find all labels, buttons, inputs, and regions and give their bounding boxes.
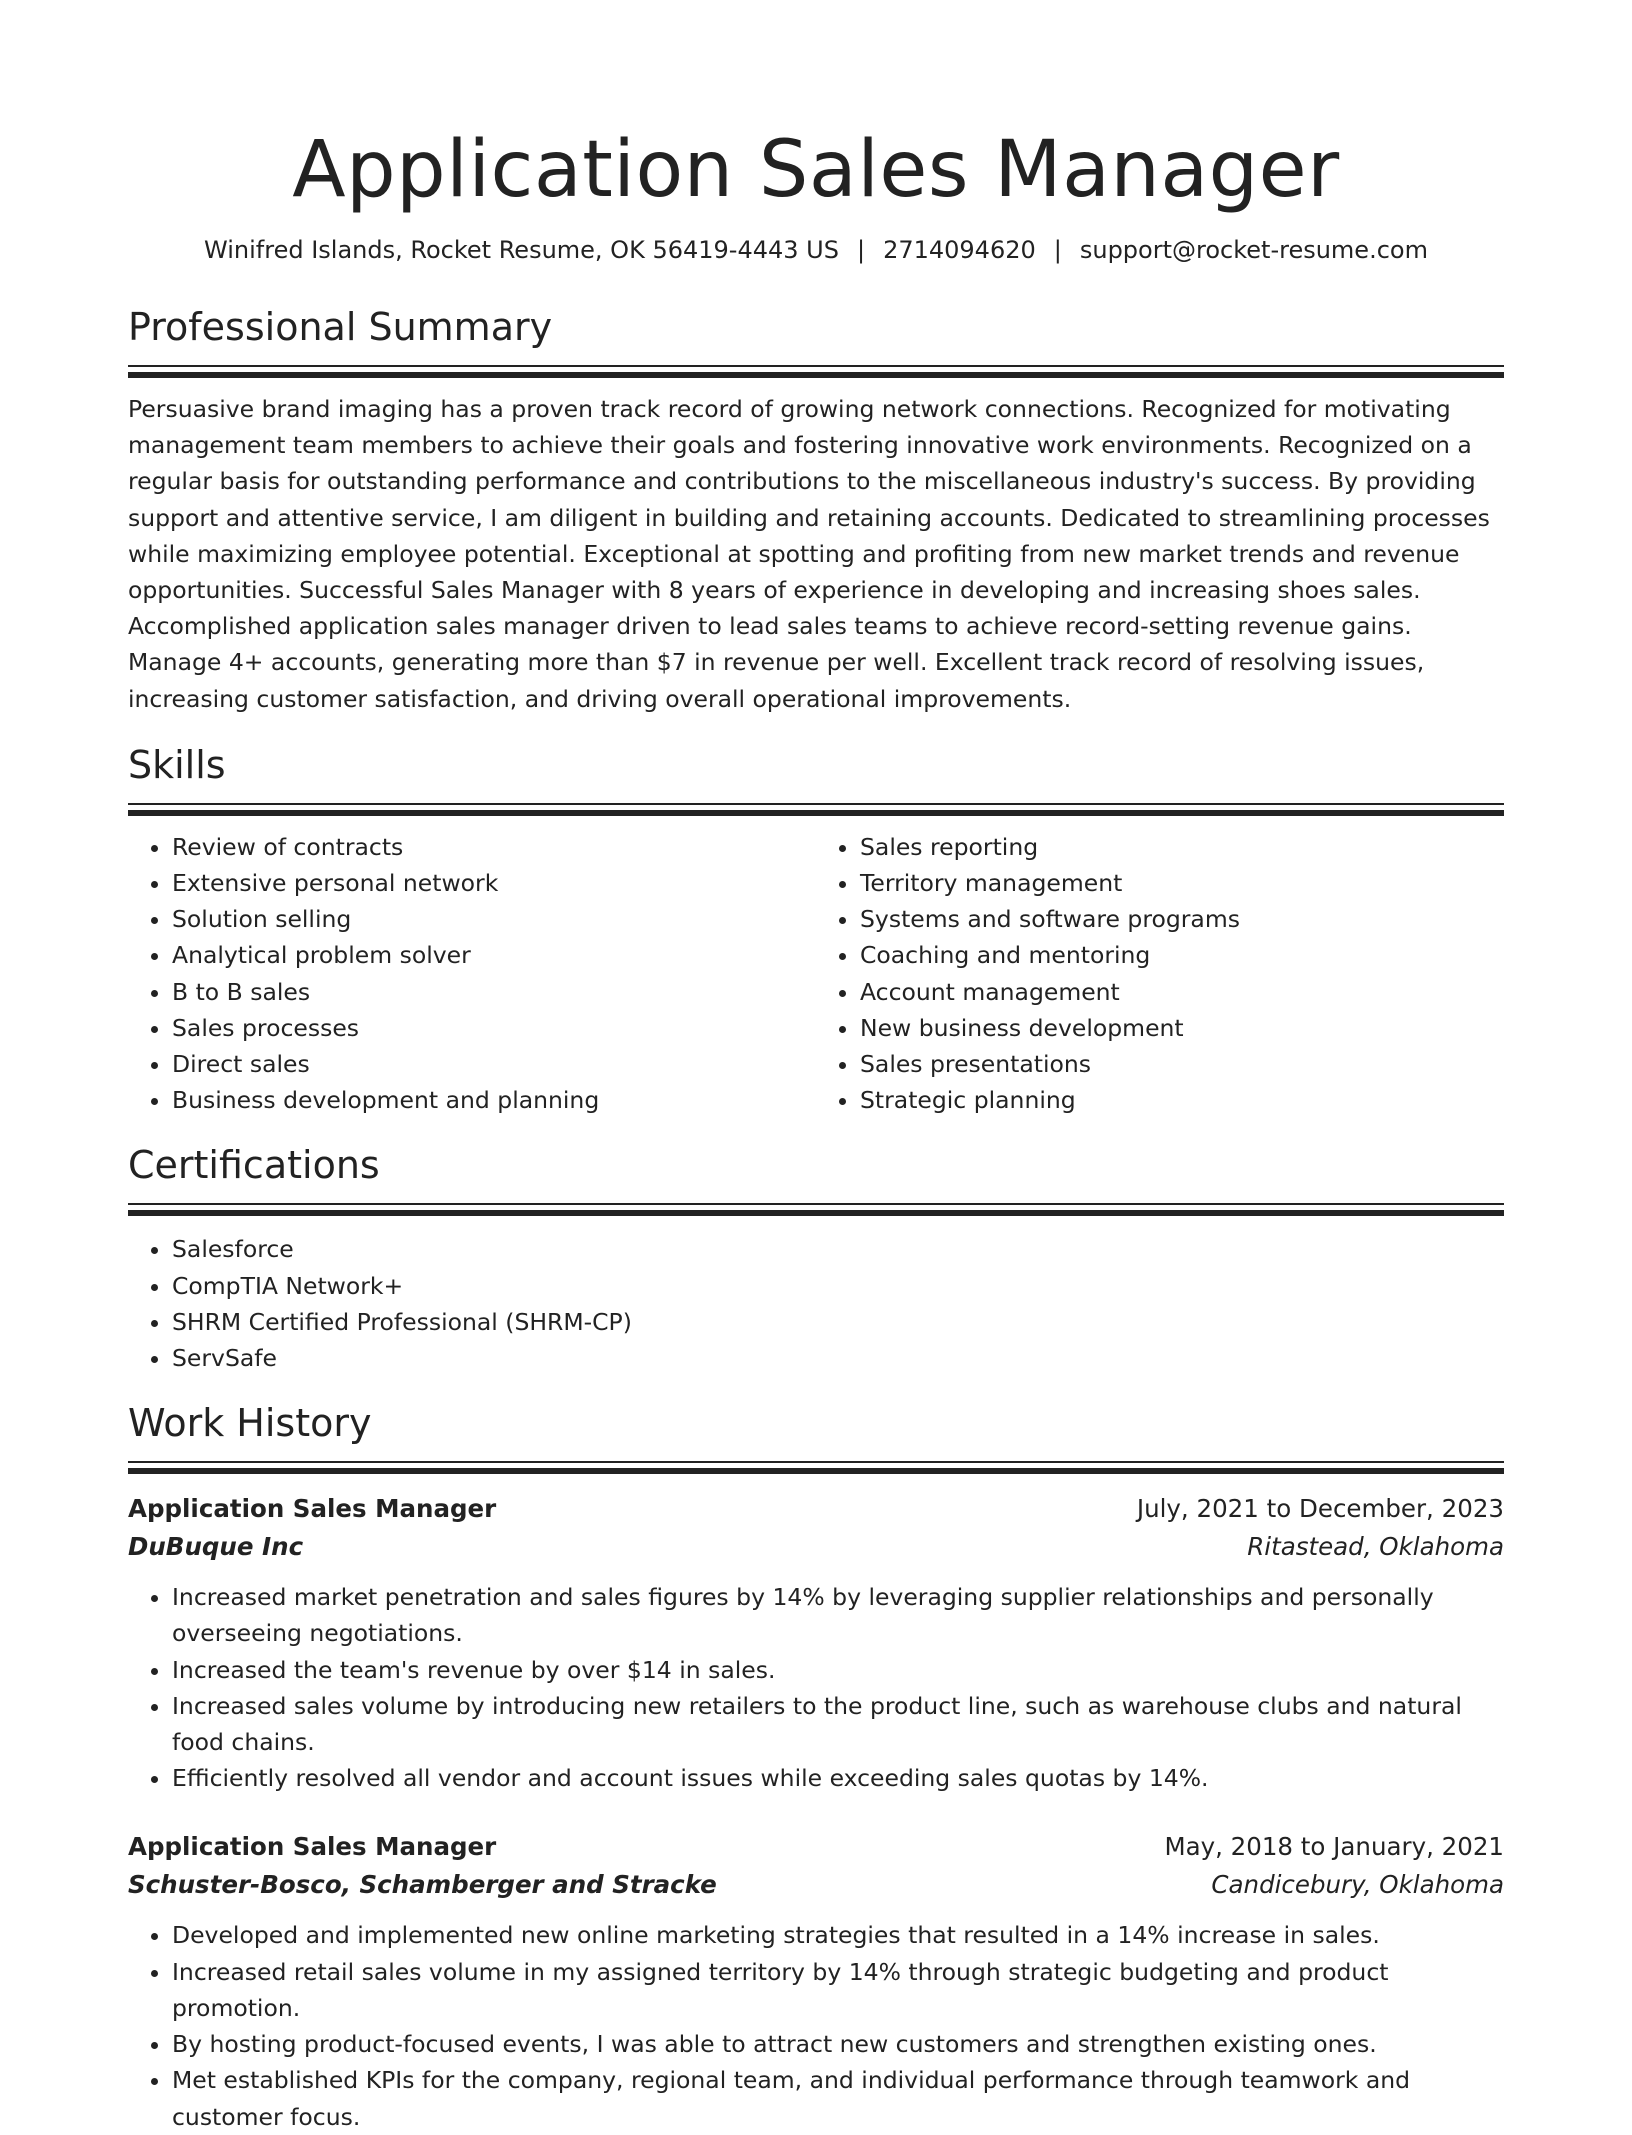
job-bullets <box>128 1579 1504 1796</box>
resume-title: Application Sales Manager <box>292 125 1340 215</box>
skill-item: • Review of contracts <box>172 829 816 865</box>
skill-item: • Sales processes <box>172 1010 816 1046</box>
job-header-row <box>128 1490 1504 1528</box>
contact-phone: 2714094620 <box>883 236 1036 264</box>
summary-text: Persuasive brand imaging has a proven track record of growing network connections. Recognized for motivating management team members to achieve their goals and fostering innovative work environments. Recognized on a regular basis for outstanding performance and contributions to the miscellaneous industry's success. By providing support and attentive service, I am diligent in building and retaining accounts. Dedicated to streamlining processes while maximizing employee potential. Exceptional at spotting and profiting from new market trends and revenue opportunities. Successful Sales Manager with 8 years of experience in developing and increasing shoes sales. Accomplished application sales manager driven to lead sales teams to achieve record-setting revenue gains. Manage 4+ accounts, generating more than $7 in revenue per well. Excellent track record of resolving issues, increasing customer satisfaction, and driving overall operational improvements. <box>128 395 1490 713</box>
skill-item: • Extensive personal network <box>172 865 816 901</box>
job-company: Schuster-Bosco, Schamberger and Stracke <box>128 1870 717 1900</box>
section-divider <box>128 365 1504 378</box>
job-entry <box>128 1490 1504 1796</box>
section-divider <box>128 1461 1504 1474</box>
skills-list-left <box>128 829 816 1119</box>
skills-section <box>128 741 1504 1119</box>
certifications-list <box>128 1231 1504 1376</box>
skill-item: • Business development and planning <box>172 1082 816 1118</box>
job-bullets <box>128 1917 1504 2134</box>
skills-heading: Skills <box>128 742 226 787</box>
work-history-section <box>128 1399 1504 2134</box>
certification-item: • Salesforce <box>172 1231 1504 1267</box>
job-company-row <box>128 1866 1504 1904</box>
work-history-heading: Work History <box>128 1401 372 1446</box>
skill-item: • Strategic planning <box>860 1082 1504 1118</box>
skill-item: • Analytical problem solver <box>172 937 816 973</box>
contact-address: Winifred Islands, Rocket Resume, OK 56419-4443 US <box>204 236 839 264</box>
job-title: Application Sales Manager <box>128 1832 497 1862</box>
job-bullet: • Met established KPIs for the company, regional team, and individual performance through teamwork and customer focus. <box>172 2062 1504 2134</box>
job-location: Candicebury, Oklahoma <box>1211 1870 1504 1900</box>
job-bullet: • Efficiently resolved all vendor and account issues while exceeding sales quotas by 14%. <box>172 1760 1504 1796</box>
skill-item: • Coaching and mentoring <box>860 937 1504 973</box>
contact-separator: | <box>856 236 866 264</box>
job-bullet: • Increased retail sales volume in my assigned territory by 14% through strategic budgeting and product promotion. <box>172 1954 1504 2026</box>
job-bullet: • Developed and implemented new online marketing strategies that resulted in a 14% increase in sales. <box>172 1917 1504 1953</box>
job-company: DuBuque Inc <box>128 1532 304 1562</box>
job-bullet: • Increased sales volume by introducing new retailers to the product line, such as warehouse clubs and natural food chains. <box>172 1688 1504 1760</box>
certification-item: • ServSafe <box>172 1340 1504 1376</box>
job-title: Application Sales Manager <box>128 1494 497 1524</box>
job-dates: May, 2018 to January, 2021 <box>1164 1832 1504 1862</box>
contact-email: support@rocket-resume.com <box>1079 236 1428 264</box>
job-header-row <box>128 1828 1504 1866</box>
contact-line <box>128 234 1504 266</box>
skill-item: • New business development <box>860 1010 1504 1046</box>
skill-item: • Account management <box>860 974 1504 1010</box>
certifications-heading: Certifications <box>128 1143 380 1188</box>
job-company-row <box>128 1528 1504 1566</box>
skills-columns <box>128 829 1504 1119</box>
section-divider <box>128 1203 1504 1216</box>
summary-section <box>128 303 1504 717</box>
certifications-section <box>128 1141 1504 1376</box>
skill-item: • Solution selling <box>172 901 816 937</box>
certification-item: • SHRM Certified Professional (SHRM-CP) <box>172 1304 1504 1340</box>
section-divider <box>128 803 1504 816</box>
skill-item: • Territory management <box>860 865 1504 901</box>
contact-separator: | <box>1053 236 1062 264</box>
job-bullet: • Increased market penetration and sales figures by 14% by leveraging supplier relationships and personally overseeing negotiations. <box>172 1579 1504 1651</box>
summary-heading: Professional Summary <box>128 305 553 349</box>
job-dates: July, 2021 to December, 2023 <box>1136 1494 1504 1524</box>
skill-item: • Direct sales <box>172 1046 816 1082</box>
job-bullet: • By hosting product-focused events, I was able to attract new customers and strengthen existing ones. <box>172 2026 1504 2062</box>
skill-item: • Sales presentations <box>860 1046 1504 1082</box>
skill-item: • Systems and software programs <box>860 901 1504 937</box>
job-location: Ritastead, Oklahoma <box>1247 1532 1504 1562</box>
skill-item: • B to B sales <box>172 974 816 1010</box>
certification-item: • CompTIA Network+ <box>172 1268 1504 1304</box>
job-entry <box>128 1828 1504 2134</box>
resume-content <box>128 115 1504 2135</box>
job-bullet: • Increased the team's revenue by over $14 in sales. <box>172 1652 1504 1688</box>
skills-list-right <box>816 829 1504 1119</box>
skill-item: • Sales reporting <box>860 829 1504 865</box>
